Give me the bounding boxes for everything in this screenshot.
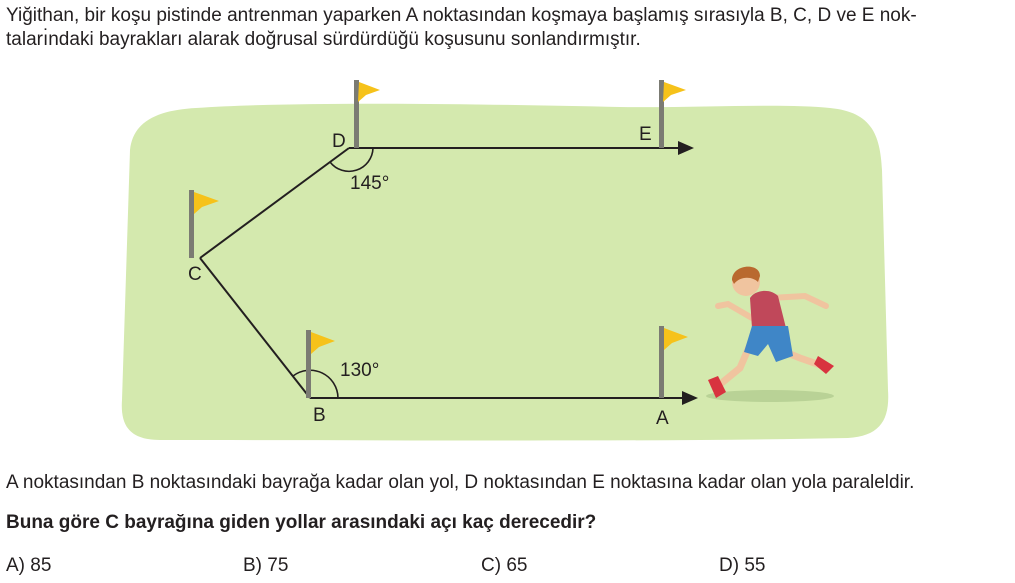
choice-d[interactable]: D) 55 [719,555,766,576]
point-label-b: B [313,405,326,426]
choice-c[interactable]: C) 65 [481,555,528,576]
point-label-c: C [188,264,202,285]
question-text: Buna göre C bayrağına giden yollar arasındaki açı kaç derecedir? [6,512,597,533]
point-label-e: E [639,124,652,145]
intro-line-2: taları̇ndaki bayrakları alarak doğrusal sürdürdüğü koşusunu sonlandırmıştır. [6,29,641,50]
parallel-note: A noktasından B noktasındaki bayrağa kadar olan yol, D noktasından E noktasına kadar olan yola paraleldir. [6,472,915,493]
choice-a[interactable]: A) 85 [6,555,52,576]
point-label-d: D [332,131,346,152]
grass-field [122,104,888,441]
intro-line-1: Yiğithan, bir koşu pistinde antrenman yaparken A noktasından koşmaya başlamış sırasıyla B, C, D ve E nok- [6,5,917,26]
choice-b[interactable]: B) 75 [243,555,289,576]
angle-label-b: 130° [340,360,380,381]
point-label-a: A [656,408,669,429]
angle-label-d: 145° [350,173,390,194]
